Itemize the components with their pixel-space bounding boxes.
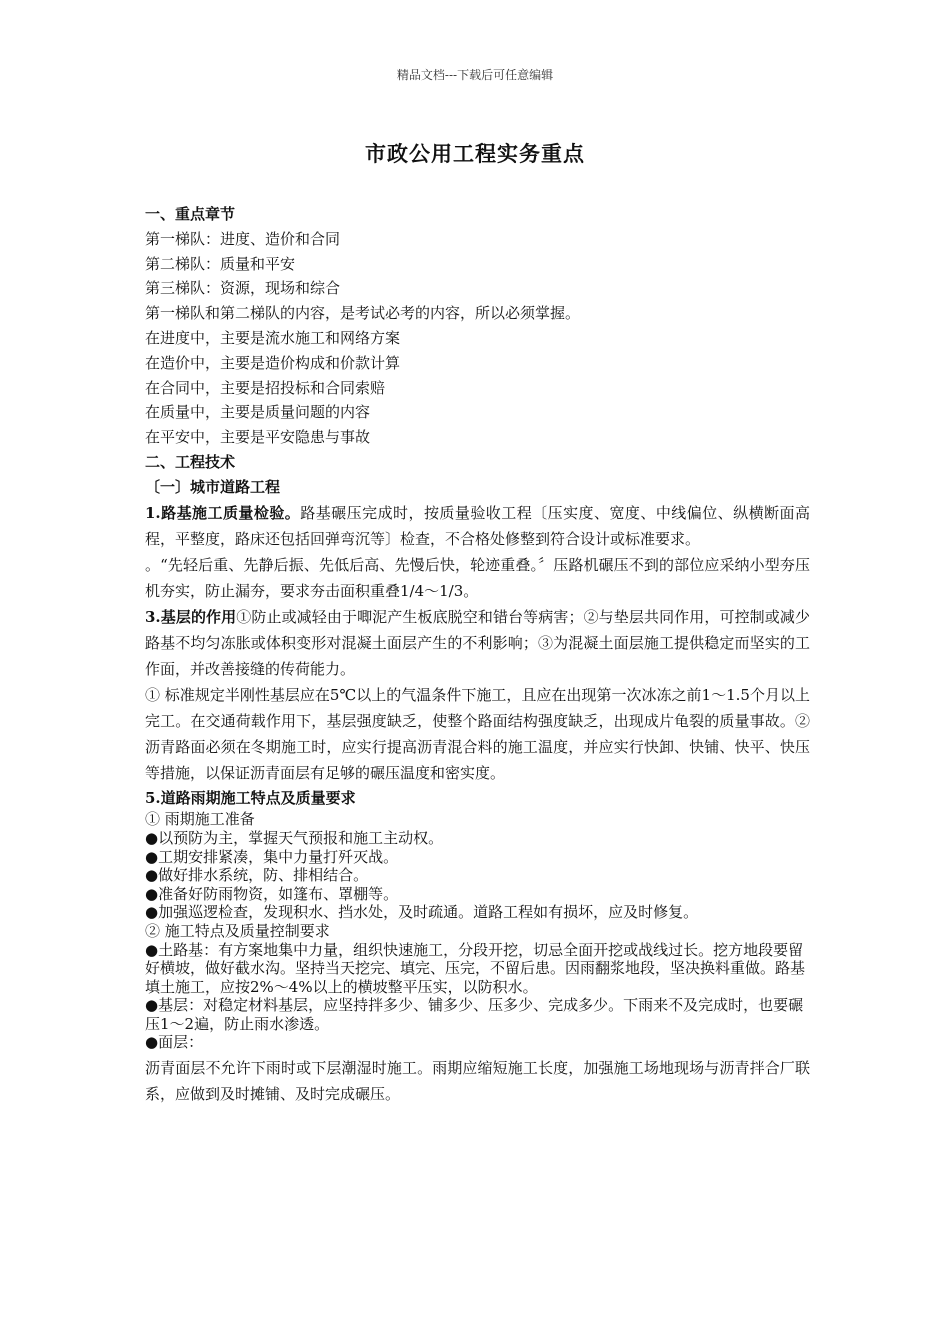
section-heading-engineering: 二、工程技术 (145, 452, 236, 471)
list-item: ●工期安排紧凑，集中力量打歼灭战。 (145, 847, 399, 866)
text-line: 在平安中，主要是平安隐患与事故 (145, 428, 371, 447)
text-line: 第一梯队：进度、造价和合同 (145, 229, 341, 248)
text-line: 在质量中，主要是质量问题的内容 (145, 403, 371, 422)
rain-prep-heading: ① 雨期施工准备 (145, 810, 255, 829)
document-title: 市政公用工程实务重点 (365, 141, 585, 166)
list-item: ●以预防为主，掌握天气预报和施工主动权。 (145, 828, 444, 847)
paragraph-text: ①防止或减轻由于唧泥产生板底脱空和错台等病害；②与垫层共同作用，可控制或减少路基不均匀冻胀或体积变形对混凝土面层产生的不利影响；③为混凝土面层施工提供稳定而坚实的工作面，并改善接缝的传荷能力。 (145, 607, 810, 678)
paragraph-asphalt-surface: 沥青面层不允许下雨时或下层潮湿时施工。雨期应缩短施工长度，加强施工场地现场与沥青拌合厂联系，应做到及时摊铺、及时完成碾压。 (145, 1059, 810, 1104)
list-item-soil-subgrade: ●土路基：有方案地集中力量，组织快速施工，分段开挖，切忌全面开挖或战线过长。挖方地段要留好横坡，做好截水沟。坚持当天挖完、填完、压完，不留后患。因雨翻浆地段，坚决换料重做。路基填土施工，应按2%～4%以上的横坡整平压实，以防积水。 (145, 940, 806, 996)
list-item-surface-heading: ●面层： (145, 1033, 204, 1052)
document-body (145, 202, 810, 1107)
list-item: ●准备好防雨物资，如篷布、罩棚等。 (145, 884, 399, 903)
list-item: ●做好排水系统，防、排相结合。 (145, 866, 369, 885)
paragraph-compaction: 。“先轻后重、先静后振、先低后高、先慢后快，轮迹重叠。〞压路机碾压不到的部位应采纳小型夯压机夯实，防止漏夯，要求夯击面积重叠1/4～1/3。 (145, 555, 810, 600)
text-line: 在进度中，主要是流水施工和网络方案 (145, 328, 401, 347)
paragraph-base-role (145, 604, 810, 682)
list-item-base-layer: ●基层：对稳定材料基层，应坚持拌多少、铺多少、压多少、完成多少。下雨来不及完成时，也要碾压1～2遍，防止雨水渗透。 (145, 996, 804, 1033)
paragraph-lead: 1.路基施工质量检验。 (145, 503, 301, 522)
rain-quality-heading: ② 施工特点及质量控制要求 (145, 921, 330, 940)
text-line: 在造价中，主要是造价构成和价款计算 (145, 353, 401, 372)
paragraph-lead: 3.基层的作用 (145, 607, 237, 626)
section-heading-rainy-season: 5.道路雨期施工特点及质量要求 (145, 788, 356, 807)
text-line: 第一梯队和第二梯队的内容，是考试必考的内容，所以必须掌握。 (145, 304, 581, 323)
text-line: 第三梯队：资源，现场和综合 (145, 279, 341, 298)
list-item: ●加强巡逻检查，发现积水、挡水处，及时疏通。道路工程如有损坏，应及时修复。 (145, 903, 699, 922)
header-watermark: 精品文档---下载后可任意编辑 (396, 68, 554, 82)
text-line: 在合同中，主要是招投标和合同索赔 (145, 378, 386, 397)
text-line: 第二梯队：质量和平安 (145, 254, 296, 273)
paragraph-subgrade-inspection (145, 500, 810, 552)
subsection-heading-roads: 〔一〕城市道路工程 (145, 477, 281, 496)
paragraph-text: 路基碾压完成时，按质量验收工程〔压实度、宽度、中线偏位、纵横断面高程，平整度，路床还包括回弹弯沉等〕检查，不合格处修整到符合设计或标准要求。 (145, 503, 810, 548)
section-heading-key-chapters: 一、重点章节 (145, 205, 236, 223)
paragraph-winter-construction: ① 标准规定半刚性基层应在5℃以上的气温条件下施工，且应在出现第一次冰冻之前1～1.5个月以上完工。在交通荷载作用下，基层强度缺乏，使整个路面结构强度缺乏，出现成片龟裂的质量事故。②沥青路面必须在冬期施工时，应实行提高沥青混合料的施工温度，并应实行快卸、快铺、快平、快压等措施，以保证沥青面层有足够的碾压温度和密实度。 (145, 685, 810, 782)
